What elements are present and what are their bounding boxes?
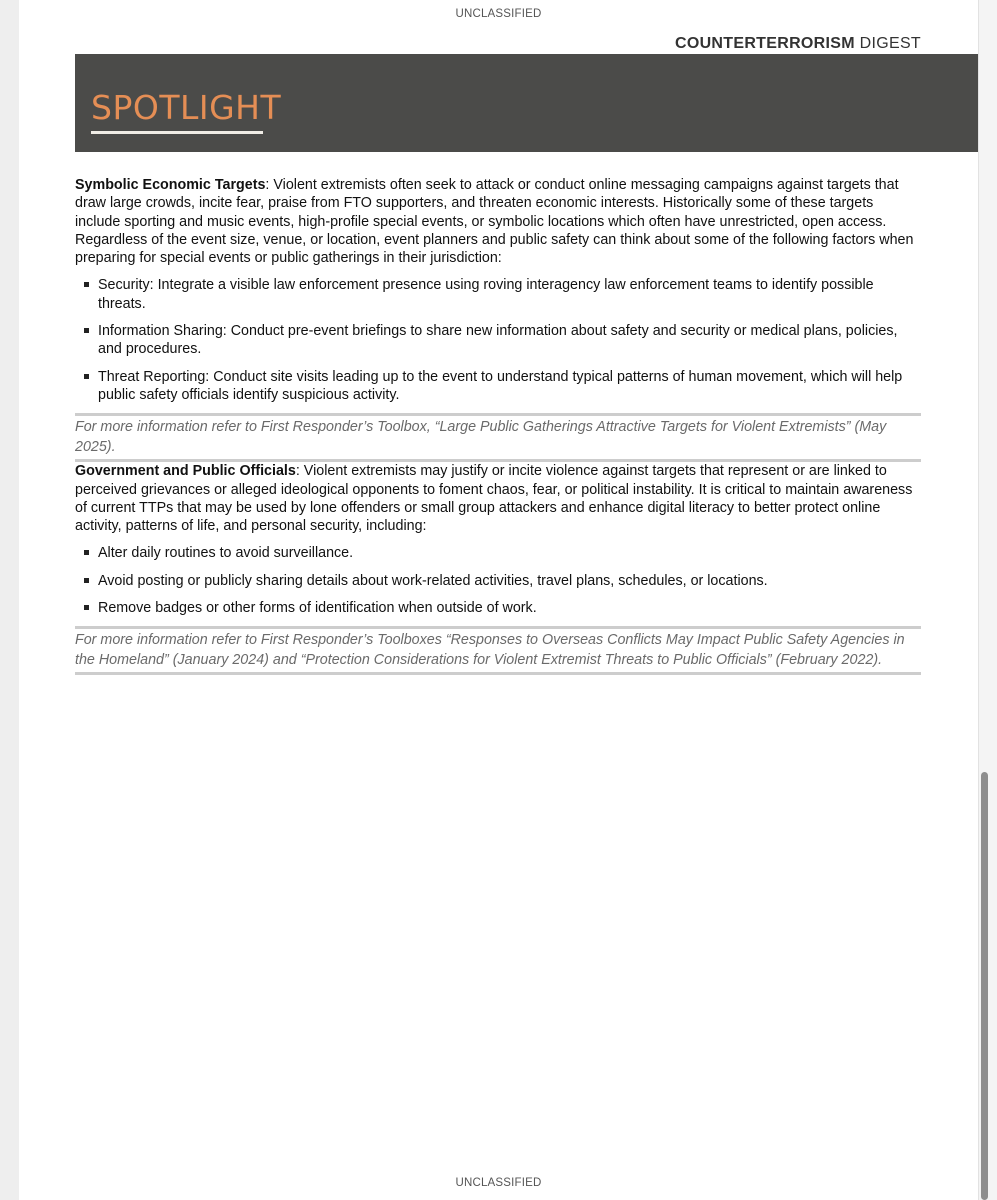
bullet-list [75, 276, 921, 404]
bullet-list [75, 544, 921, 617]
section-paragraph [75, 176, 921, 267]
bullet-square-icon [84, 605, 89, 610]
bullet-square-icon [84, 550, 89, 555]
list-item [75, 544, 921, 562]
list-item-text: Remove badges or other forms of identification when outside of work. [98, 600, 537, 617]
scrollbar-thumb[interactable] [981, 772, 988, 1200]
section-lead: Government and Public Officials [75, 463, 296, 480]
bullet-square-icon [84, 578, 89, 583]
section-body: : Violent extremists often seek to attack or conduct online messaging campaigns against targets that draw large crowds, incite fear, praise from FTO supporters, and threaten economic interests. Historically some of these targets include sporting and music events, high-profile special events, or symbolic locations which often have unrestricted, open access. Regardless of the event size, venue, or location, event planners and public safety can think about some of the following factors when preparing for special events or public gatherings in their jurisdiction: [75, 177, 914, 267]
list-item [75, 572, 921, 590]
bullet-square-icon [84, 282, 89, 287]
bullet-square-icon [84, 328, 89, 333]
bullet-square-icon [84, 374, 89, 379]
publication-title-regular: DIGEST [854, 35, 921, 52]
publication-title [675, 35, 921, 53]
spotlight-banner [75, 54, 978, 152]
reference-note: For more information refer to First Responder’s Toolbox, “Large Public Gatherings Attractive Targets for Violent Extremists” (May 2025). [75, 413, 921, 462]
publication-title-bold: COUNTERTERRORISM [674, 35, 855, 52]
list-item [75, 599, 921, 617]
section-lead: Symbolic Economic Targets [75, 177, 266, 193]
list-item [75, 276, 921, 313]
article-content [75, 176, 921, 675]
classification-marking-top: UNCLASSIFIED [455, 8, 542, 20]
list-item-text: Information Sharing: Conduct pre-event briefings to share new information about safety and security or medical plans, policies, and procedures. [98, 323, 898, 358]
list-item-text: Threat Reporting: Conduct site visits leading up to the event to understand typical patterns of human movement, which will help public safety officials identify suspicious activity. [98, 368, 903, 403]
list-item [75, 368, 921, 405]
section-paragraph [75, 462, 921, 535]
list-item [75, 322, 921, 359]
banner-title: SPOTLIGHT [91, 88, 282, 127]
list-item-text: Security: Integrate a visible law enforcement presence using roving interagency law enforcement teams to identify possible threats. [98, 277, 874, 312]
reference-note: For more information refer to First Responder’s Toolboxes “Responses to Overseas Conflicts May Impact Public Safety Agencies in the Homeland” (January 2024) and “Protection Considerations for Violent Extremist Threats to Public Officials” (February 2022). [75, 626, 921, 675]
section-body: : Violent extremists may justify or incite violence against targets that represent or are linked to perceived grievances or alleged ideological opponents to foment chaos, fear, or political instability. It is critical to maintain awareness of current TTPs that may be used by lone offenders or small group attackers and enhance digital literacy to better protect online activity, patterns of life, and personal security, including: [75, 463, 913, 535]
list-item-text: Avoid posting or publicly sharing details about work-related activities, travel plans, schedules, or locations. [98, 572, 768, 589]
list-item-text: Alter daily routines to avoid surveillance. [98, 545, 354, 562]
classification-marking-bottom: UNCLASSIFIED [455, 1177, 542, 1189]
banner-underline [91, 131, 263, 134]
